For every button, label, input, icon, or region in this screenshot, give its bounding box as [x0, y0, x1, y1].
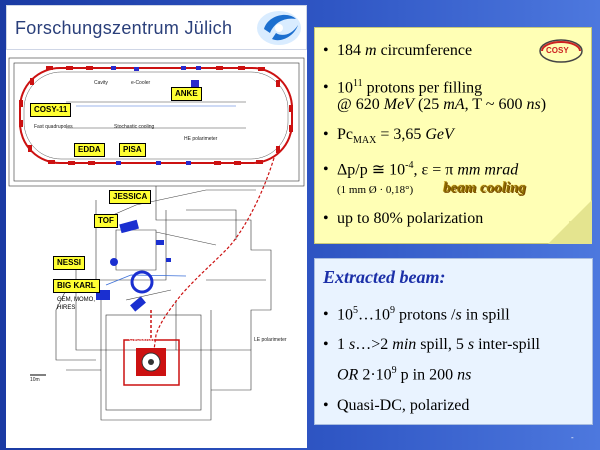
- beam-cooling-label: beam cooling: [443, 180, 526, 196]
- label-pisa: PISA: [119, 143, 146, 157]
- cooling-size-note: (1 mm Ø · 0,18°): [337, 184, 414, 196]
- institute-name: Forschungszentrum Jülich: [15, 18, 233, 38]
- bullet-quasi-dc: • Quasi-DC, polarized: [323, 397, 470, 414]
- bullet-protons: • $10^{11}$ protons per filling: [323, 78, 483, 97]
- cosy-logo-text: COSY: [546, 46, 569, 55]
- protons-energy-line: @ 620 MeV (25 mA, T ~ 600 ns): [337, 96, 547, 113]
- label-anke: ANKE: [171, 87, 202, 101]
- label-cavity: Cavity: [94, 80, 108, 86]
- bullet-momentum: • $Pc_{MAX} = 3,65$ GeV: [323, 126, 454, 147]
- label-hires: HIRES: [57, 305, 76, 311]
- bullet-circumference: • 184 m circumference: [323, 42, 473, 59]
- bullet-emittance: • Δp/p ≅ $10^{-4}$, ε = π mm mrad: [323, 160, 519, 179]
- label-le-polarimeter: LE polarimeter: [254, 337, 287, 343]
- label-tof: TOF: [94, 214, 118, 228]
- bullet-polarization: • up to 80% polarization: [323, 210, 484, 227]
- extracted-beam-title: Extracted beam:: [323, 267, 446, 287]
- label-nessi: NESSI: [53, 256, 85, 270]
- page-curl-decoration: [569, 221, 591, 243]
- spill-alternative-line: OR $2\cdot 10^9$ p in 200 ns: [337, 365, 472, 384]
- label-big-karl: BIG KARL: [53, 279, 100, 293]
- bullet-spill-rate: • $10^5\dots 10^9$ protons /s in spill: [323, 305, 510, 324]
- label-fast-quadrupoles: Fast quadrupoles: [34, 124, 73, 130]
- page-number: -: [571, 433, 574, 442]
- label-scale: 10m: [30, 377, 40, 383]
- fz-juelich-logo-icon: [254, 9, 304, 47]
- cosy-parameters-note: [314, 27, 592, 244]
- facility-map: [6, 50, 307, 448]
- label-cosy-11: COSY-11: [30, 103, 71, 117]
- label-e-cooler: e-Cooler: [131, 80, 151, 86]
- label-he-polarimeter: HE polarimeter: [184, 136, 218, 142]
- label-jessica: JESSICA: [109, 190, 151, 204]
- label-edda: EDDA: [74, 143, 105, 157]
- bullet-spill-length: • 1 s…>2 min spill, 5 s inter-spill: [323, 336, 540, 353]
- label-gem-momo: GEM, MOMO,: [57, 297, 95, 303]
- label-cyclotron: Cyclotron: [129, 337, 155, 343]
- label-stochastic-cooling: Stochastic cooling: [114, 124, 155, 130]
- extracted-beam-panel: [314, 258, 593, 425]
- institute-logo-banner: [6, 5, 307, 50]
